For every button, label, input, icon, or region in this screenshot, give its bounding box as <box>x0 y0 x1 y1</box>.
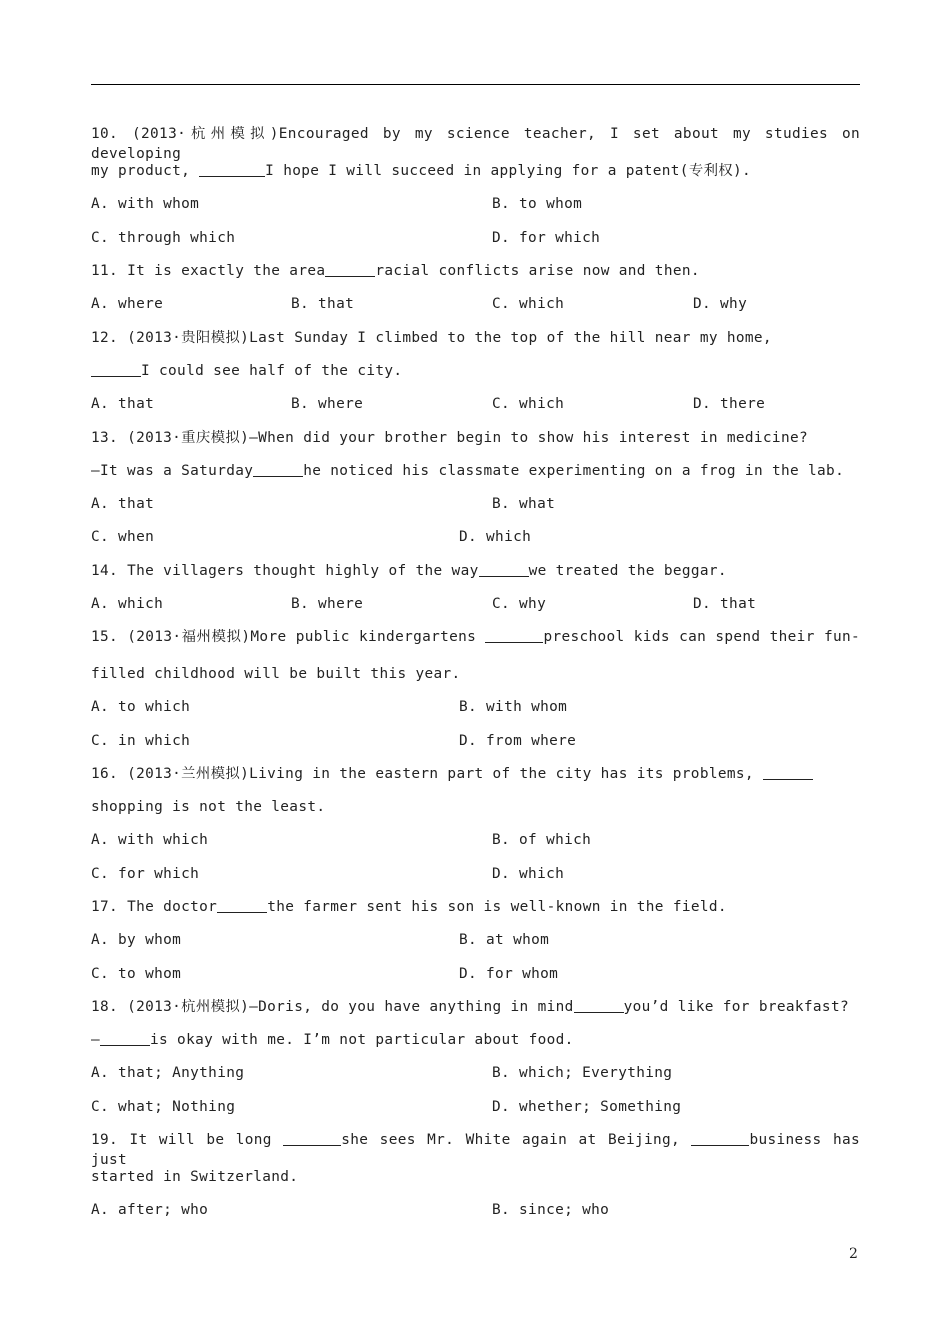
answer-blank[interactable] <box>199 162 265 177</box>
option-d: D. from where <box>459 733 577 749</box>
question-16-line-2: shopping is not the least. <box>91 799 326 815</box>
option-c: C. what; Nothing <box>91 1099 236 1115</box>
question-15-line-1: 15. (2013·福州模拟)More public kindergartens preschool kids can spend their fun- <box>91 629 860 645</box>
option-d: D. which <box>459 529 532 545</box>
question-12-line-2: I could see half of the city. <box>91 361 860 381</box>
page-number: 2 <box>849 1246 858 1262</box>
question-11-line-1: 11. It is exactly the area racial conflicts arise now and then. <box>91 263 700 279</box>
option-d: D. that <box>693 596 757 612</box>
option-d: D. for whom <box>459 966 559 982</box>
answer-blank[interactable] <box>217 898 267 913</box>
option-b: B. to whom <box>492 196 583 212</box>
question-13-line-1: 13. (2013·重庆模拟)—When did your brother begin to show his interest in medicine? <box>91 430 808 446</box>
option-a: A. after; who <box>91 1202 209 1218</box>
question-10-line-2: my product, I hope I will succeed in applying for a patent(专利权). <box>91 163 752 179</box>
option-d: D. why <box>693 296 748 312</box>
option-b: B. with whom <box>459 699 568 715</box>
answer-blank[interactable] <box>253 462 303 477</box>
option-c: C. through which <box>91 230 236 246</box>
option-a: A. by whom <box>91 932 182 948</box>
option-b: B. where <box>291 396 364 412</box>
option-a: A. that <box>91 496 155 512</box>
question-12-line-1: 12. (2013·贵阳模拟)Last Sunday I climbed to the top of the hill near my home, <box>91 330 772 346</box>
option-b: B. what <box>492 496 556 512</box>
answer-blank[interactable] <box>100 1031 150 1046</box>
question-10-line-1: 10. (2013·杭州模拟)Encouraged by my science teacher, I set about my studies on developing <box>91 126 861 162</box>
option-c: C. to whom <box>91 966 182 982</box>
answer-blank[interactable] <box>763 765 813 780</box>
answer-blank[interactable] <box>574 998 624 1013</box>
question-18-line-2: — is okay with me. I’m not particular about food. <box>91 1032 574 1048</box>
question-13-line-2: —It was a Saturday he noticed his classmate experimenting on a frog in the lab. <box>91 463 845 479</box>
option-c: C. in which <box>91 733 191 749</box>
question-15-line-2: filled childhood will be built this year. <box>91 666 461 682</box>
question-14-line-1: 14. The villagers thought highly of the way we treated the beggar. <box>91 563 727 579</box>
option-a: A. with which <box>91 832 209 848</box>
option-a: A. to which <box>91 699 191 715</box>
option-c: C. which <box>492 396 565 412</box>
question-19-line-2: started in Switzerland. <box>91 1169 299 1185</box>
option-b: B. that <box>291 296 355 312</box>
question-19-line-1: 19. It will be long she sees Mr. White again at Beijing, business has just <box>91 1132 861 1168</box>
option-b: B. which; Everything <box>492 1065 673 1081</box>
option-c: C. which <box>492 296 565 312</box>
option-a: A. which <box>91 596 164 612</box>
option-a: A. that; Anything <box>91 1065 245 1081</box>
option-a: A. where <box>91 296 164 312</box>
answer-blank[interactable] <box>283 1131 341 1146</box>
option-d: D. whether; Something <box>492 1099 682 1115</box>
option-d: D. which <box>492 866 565 882</box>
option-c: C. for which <box>91 866 200 882</box>
option-c: C. why <box>492 596 547 612</box>
option-b: B. since; who <box>492 1202 610 1218</box>
question-16-line-1: 16. (2013·兰州模拟)Living in the eastern part of the city has its problems, <box>91 764 860 784</box>
option-d: D. for which <box>492 230 601 246</box>
answer-blank[interactable] <box>91 362 141 377</box>
option-a: A. with whom <box>91 196 200 212</box>
option-b: B. of which <box>492 832 592 848</box>
option-b: B. at whom <box>459 932 550 948</box>
header-rule <box>91 84 860 85</box>
option-c: C. when <box>91 529 155 545</box>
option-a: A. that <box>91 396 155 412</box>
option-d: D. there <box>693 396 766 412</box>
question-18-line-1: 18. (2013·杭州模拟)—Doris, do you have anything in mind you’d like for breakfast? <box>91 999 849 1015</box>
question-17-line-1: 17. The doctor the farmer sent his son is well-known in the field. <box>91 899 727 915</box>
answer-blank[interactable] <box>479 562 529 577</box>
answer-blank[interactable] <box>485 628 543 643</box>
option-b: B. where <box>291 596 364 612</box>
answer-blank[interactable] <box>691 1131 749 1146</box>
answer-blank[interactable] <box>325 262 375 277</box>
